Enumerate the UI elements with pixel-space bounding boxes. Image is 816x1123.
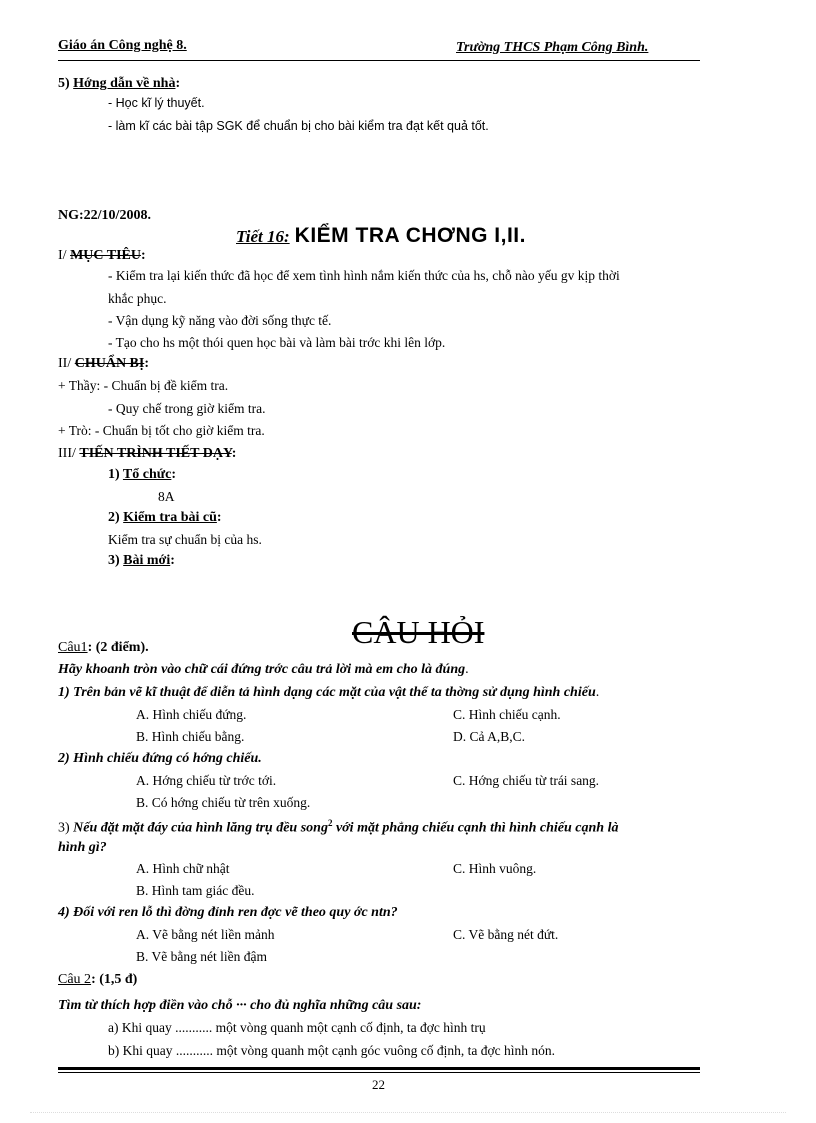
q3-superscript: 2 bbox=[327, 818, 333, 828]
lesson-name: KIỂM TRA CHƠNG I,II. bbox=[294, 224, 526, 247]
objectives-heading bbox=[58, 248, 146, 264]
q4-option-a: A. Vẽ bằng nét liền mảnh bbox=[136, 927, 275, 942]
procedure-title: TIẾN TRÌNH TIẾT DẠY bbox=[79, 446, 232, 461]
q3-option-a: A. Hình chữ nhật bbox=[136, 861, 230, 876]
step-new-lesson bbox=[108, 553, 175, 569]
q1-option-a: A. Hình chiếu đứng. bbox=[136, 707, 247, 722]
teaching-date: NG:22/10/2008. bbox=[58, 208, 151, 223]
q3-text-b: với mặt phẳng chiếu cạnh thì hình chiếu cạnh là bbox=[332, 820, 619, 836]
instruction-end: . bbox=[465, 662, 469, 677]
lesson-number: Tiết 16: bbox=[236, 227, 290, 246]
instruction-text: Hãy khoanh tròn vào chữ cái đứng trớc câu trả lời mà em cho là đúng bbox=[58, 662, 466, 677]
q2-option-a: A. Hớng chiếu từ trớc tới. bbox=[136, 773, 277, 788]
preparation-heading bbox=[58, 356, 149, 372]
q3-num: 3) bbox=[58, 820, 74, 836]
homework-num: 5) bbox=[58, 76, 74, 91]
q2-fill-b: b) Khi quay ........... một vòng quanh một cạnh góc vuông cố định, ta đợc hình nón. bbox=[108, 1043, 555, 1058]
objective-item: - Vận dụng kỹ năng vào đời sống thực tế. bbox=[108, 313, 332, 328]
q1-option-d: D. Cả A,B,C. bbox=[453, 729, 526, 744]
procedure-num: III/ bbox=[58, 446, 80, 461]
question1-instruction bbox=[58, 662, 469, 678]
objective-item: - Kiểm tra lại kiến thức đã học để xem tình hình nắm kiến thức của hs, chỗ nào yếu gv kịp thời bbox=[108, 268, 620, 283]
q3-text-a: Nếu đặt mặt đáy của hình lăng trụ đều song bbox=[73, 820, 328, 836]
step-num: 3) bbox=[108, 553, 124, 568]
q4-option-c: C. Vẽ bằng nét đứt. bbox=[453, 927, 559, 942]
question1-label: Câu1 bbox=[58, 640, 88, 655]
q3-option-c: C. Hình vuông. bbox=[453, 861, 537, 876]
page-number: 22 bbox=[372, 1077, 385, 1092]
q2-fill-a: a) Khi quay ........... một vòng quanh một cạnh cố định, ta đợc hình trụ bbox=[108, 1020, 486, 1035]
procedure-heading bbox=[58, 446, 236, 462]
question1-points: : (2 điểm). bbox=[87, 640, 149, 655]
question1-heading bbox=[58, 640, 149, 656]
preparation-title: CHUẨN BỊ bbox=[74, 356, 145, 371]
preparation-colon: : bbox=[144, 356, 150, 371]
q4-option-b: B. Vẽ bằng nét liền đậm bbox=[136, 949, 267, 964]
step-organization bbox=[108, 467, 176, 483]
objectives-colon: : bbox=[140, 248, 146, 263]
preparation-num: II/ bbox=[58, 356, 75, 371]
teacher-prep: - Quy chế trong giờ kiểm tra. bbox=[108, 401, 266, 416]
q1-stem bbox=[58, 685, 599, 701]
q3-stem-line2: hình gì? bbox=[58, 840, 107, 855]
question2-heading bbox=[58, 972, 137, 988]
teacher-prep: + Thầy: - Chuẩn bị đề kiểm tra. bbox=[58, 378, 229, 393]
step-title: Tổ chức bbox=[122, 467, 172, 482]
header-left: Giáo án Công nghệ 8. bbox=[58, 38, 187, 53]
q1-text: 1) Trên bản vẽ kĩ thuật để diễn tả hình dạng các mặt của vật thể ta thờng sử dụng hình chiếu bbox=[58, 685, 596, 700]
page-edge-dots bbox=[30, 1112, 786, 1113]
class-name: 8A bbox=[158, 489, 175, 504]
student-prep: + Trò: - Chuẩn bị tốt cho giờ kiểm tra. bbox=[58, 423, 265, 438]
header-rule bbox=[58, 60, 700, 61]
q1-option-b: B. Hình chiếu bằng. bbox=[136, 729, 245, 744]
step-colon: : bbox=[216, 510, 222, 525]
objectives-title: MỤC TIÊU bbox=[70, 248, 141, 263]
homework-item: - làm kĩ các bài tập SGK để chuẩn bị cho bài kiểm tra đạt kết quả tốt. bbox=[108, 119, 489, 133]
footer-rule-thick bbox=[58, 1067, 700, 1070]
question2-instruction: Tìm từ thích hợp điền vào chỗ ··· cho đủ nghĩa những câu sau: bbox=[58, 998, 422, 1013]
review-text: Kiểm tra sự chuẩn bị của hs. bbox=[108, 532, 262, 547]
header-right: Trường THCS Phạm Công Bình. bbox=[456, 40, 649, 55]
q3-option-b: B. Hình tam giác đều. bbox=[136, 883, 255, 898]
q1-option-c: C. Hình chiếu cạnh. bbox=[453, 707, 561, 722]
q2-stem: 2) Hình chiếu đứng có hớng chiếu. bbox=[58, 751, 262, 766]
step-review bbox=[108, 510, 222, 526]
questions-title: CÂU HỎI bbox=[352, 614, 485, 650]
lesson-title bbox=[236, 224, 526, 248]
question2-points: : (1,5 đ) bbox=[91, 972, 138, 987]
objective-item: - Tạo cho hs một thói quen học bài và làm bài trớc khi lên lớp. bbox=[108, 335, 446, 350]
q2-option-c: C. Hớng chiếu từ trái sang. bbox=[453, 773, 600, 788]
objectives-num: I/ bbox=[58, 248, 71, 263]
homework-colon: : bbox=[175, 76, 181, 91]
q3-stem bbox=[58, 818, 618, 837]
q1-end: . bbox=[595, 685, 600, 700]
step-num: 1) bbox=[108, 467, 123, 482]
step-colon: : bbox=[171, 467, 177, 482]
procedure-colon: : bbox=[231, 446, 237, 461]
homework-item: - Học kĩ lý thuyết. bbox=[108, 96, 205, 110]
q2-option-b: B. Có hớng chiếu từ trên xuống. bbox=[136, 795, 311, 810]
step-num: 2) bbox=[108, 510, 124, 525]
step-title: Kiểm tra bài cũ bbox=[123, 510, 217, 525]
objective-item: khắc phục. bbox=[108, 291, 167, 306]
step-colon: : bbox=[170, 553, 175, 568]
homework-title: Hớng dẫn về nhà bbox=[73, 76, 176, 91]
footer-rule-thin bbox=[58, 1072, 700, 1073]
step-title: Bài mới bbox=[123, 553, 171, 568]
homework-heading bbox=[58, 76, 180, 92]
q4-stem: 4) Đối với ren lỗ thì đờng đỉnh ren đợc vẽ theo quy ớc ntn? bbox=[58, 905, 398, 920]
question2-label: Câu 2 bbox=[58, 972, 92, 987]
